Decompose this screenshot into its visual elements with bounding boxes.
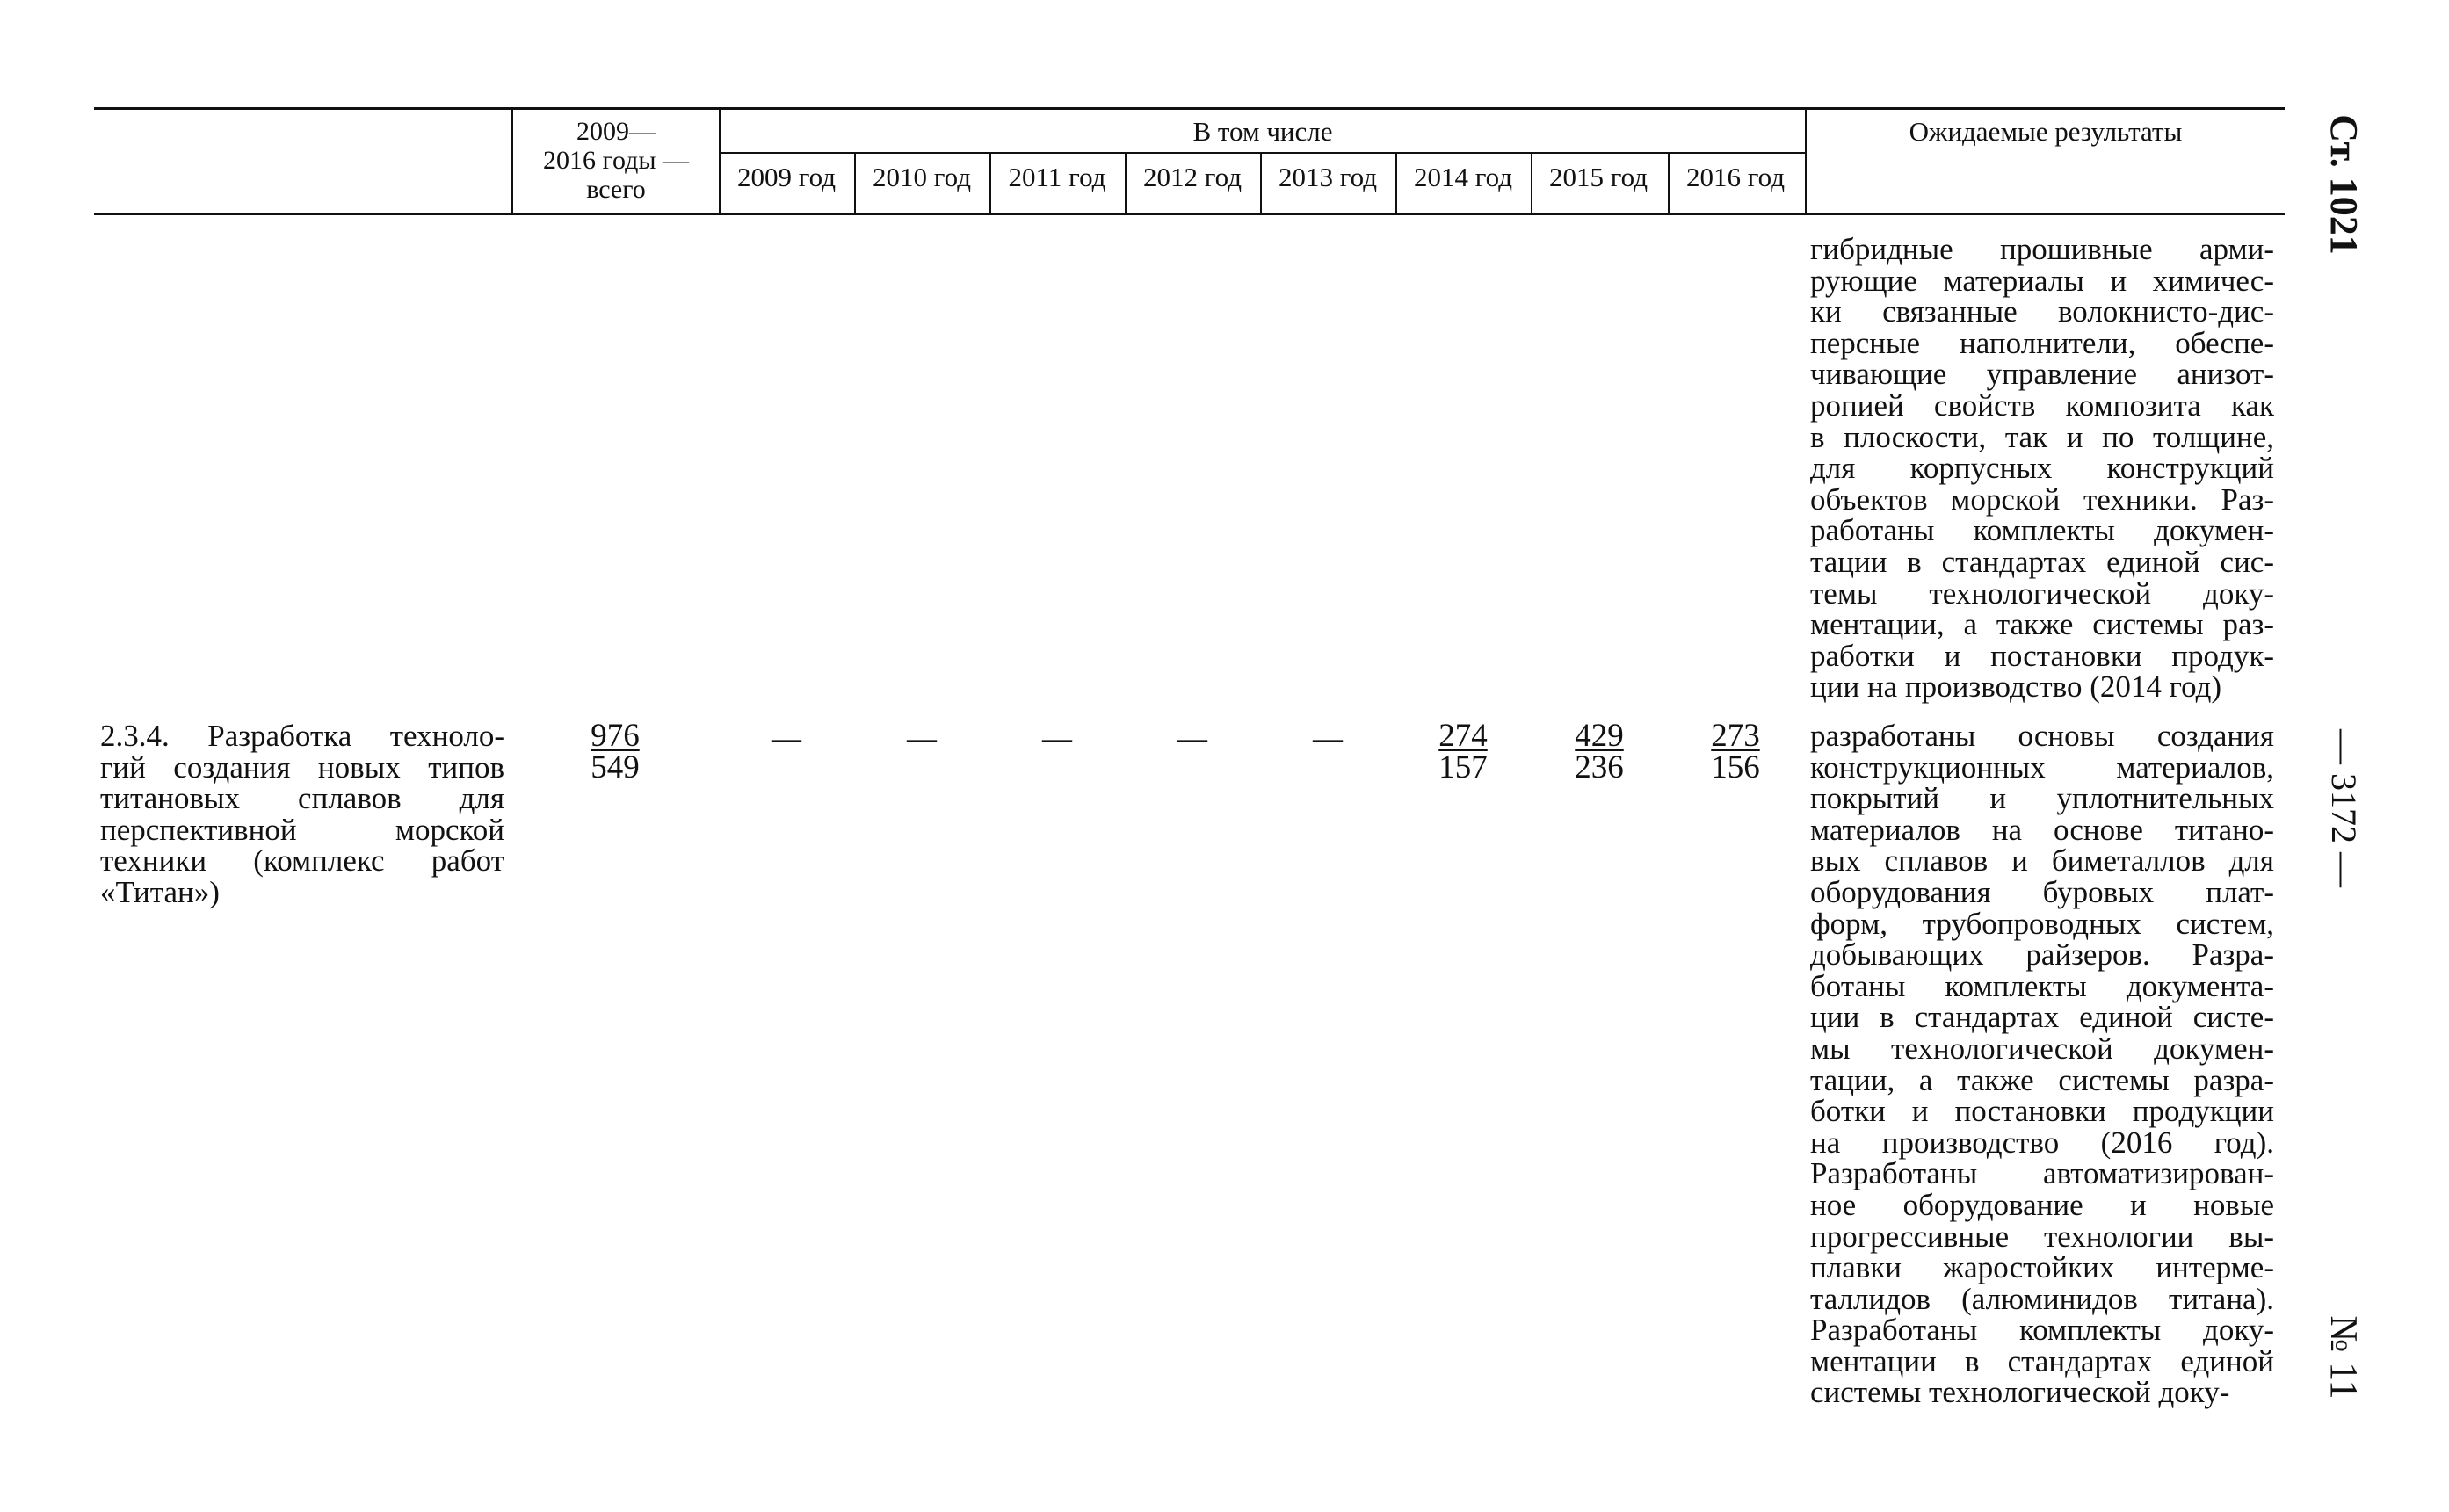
result-line: тации, а также системы разра- xyxy=(1810,1062,2274,1097)
result-line: на производство (2016 год). xyxy=(1810,1125,2274,1160)
header-year-2010: 2010 год xyxy=(872,162,972,192)
result-line: ки связанные волокнисто-дис- xyxy=(1810,294,2274,329)
row-label-line: «Титан») xyxy=(100,874,220,909)
value-2015-top: 429 xyxy=(1575,718,1624,754)
result-line: покрытий и уплотнительных xyxy=(1810,781,2274,816)
subheader-rule xyxy=(719,152,1807,154)
result-line: мы технологической докумен- xyxy=(1810,1031,2274,1066)
result-line: ции на производство (2014 год) xyxy=(1810,669,2222,705)
result-line: гибридные прошивные арми- xyxy=(1810,232,2274,266)
result-line: рующие материалы и химичес- xyxy=(1810,263,2274,298)
value-2011-dash: — xyxy=(1042,722,1072,755)
header-year-2015: 2015 год xyxy=(1548,162,1648,192)
page-number: — 3172 — xyxy=(2324,729,2364,887)
result-line: ботки и постановки продукции xyxy=(1810,1094,2274,1129)
row-label-line: титановых сплавов для xyxy=(100,781,504,816)
row-label-2-3-4 xyxy=(100,720,504,908)
result-line: Разработаны автоматизирован- xyxy=(1810,1156,2274,1191)
header-year-2009: 2009 год xyxy=(736,162,837,192)
header-total-label: 2009— 2016 годы — всего xyxy=(542,117,690,204)
result-line: таллидов (алюминидов титана). xyxy=(1810,1281,2274,1316)
value-2016 xyxy=(1687,720,1784,784)
result-line: в плоскости, так и по толщине, xyxy=(1810,419,2274,454)
result-line: персные наполнители, обеспе- xyxy=(1810,325,2274,360)
header-year-2013: 2013 год xyxy=(1278,162,1378,192)
result-line: Разработаны комплекты доку- xyxy=(1810,1313,2274,1348)
value-2010-dash: — xyxy=(907,722,937,755)
header-year-2014: 2014 год xyxy=(1413,162,1513,192)
table-header-bottom-rule xyxy=(94,213,2285,215)
result-line: разработаны основы создания xyxy=(1810,719,2274,753)
result-line: плавки жаростойких интерме- xyxy=(1810,1250,2274,1285)
row-label-line: 2.3.4. Разработка техноло- xyxy=(100,719,504,753)
result-line: конструкционных материалов, xyxy=(1810,749,2274,785)
value-2014-bottom: 157 xyxy=(1438,749,1488,785)
value-2015 xyxy=(1551,720,1648,784)
result-line: работки и постановки продук- xyxy=(1810,638,2274,673)
result-line: работаны комплекты докумен- xyxy=(1810,513,2274,548)
result-line: объектов морской техники. Раз- xyxy=(1810,481,2274,517)
value-2015-bottom: 236 xyxy=(1575,749,1624,785)
value-2016-top: 273 xyxy=(1711,718,1760,754)
value-2013-dash: — xyxy=(1313,722,1343,755)
value-2012-dash: — xyxy=(1177,722,1207,755)
result-line: вых сплавов и биметаллов для xyxy=(1810,843,2274,879)
result-line: оборудования буровых плат- xyxy=(1810,874,2274,909)
continuation-results-text xyxy=(1810,234,2274,703)
result-line: тации в стандартах единой сис- xyxy=(1810,544,2274,579)
result-line: ментации, а также системы раз- xyxy=(1810,607,2274,642)
header-year-2011: 2011 год xyxy=(1008,162,1106,192)
row-label-line: перспективной морской xyxy=(100,812,504,847)
value-2016-bottom: 156 xyxy=(1711,749,1760,785)
row-label-line: гий создания новых типов xyxy=(100,749,504,785)
result-line: ментации в стандартах единой xyxy=(1810,1343,2274,1378)
result-line: системы технологической доку- xyxy=(1810,1375,2230,1410)
header-year-2012: 2012 год xyxy=(1142,162,1243,192)
result-line: прогрессивные технологии вы- xyxy=(1810,1219,2274,1254)
value-2009-dash: — xyxy=(772,722,801,755)
result-line: темы технологической доку- xyxy=(1810,575,2274,611)
result-line: добывающих райзеров. Разра- xyxy=(1810,937,2274,973)
header-results-label: Ожидаемые результаты xyxy=(1909,116,2183,147)
result-line: ботаны комплекты документа- xyxy=(1810,968,2274,1003)
result-line: ции в стандартах единой систе- xyxy=(1810,1000,2274,1035)
result-line: ное оборудование и новые xyxy=(1810,1187,2274,1222)
result-line: для корпусных конструкций xyxy=(1810,451,2274,486)
row-total-value xyxy=(567,720,663,784)
result-line: чивающие управление анизот- xyxy=(1810,357,2274,392)
row-results-text xyxy=(1810,720,2274,1408)
value-2014 xyxy=(1415,720,1511,784)
article-number: Ст. 1021 xyxy=(2322,114,2366,255)
result-line: материалов на основе титано- xyxy=(1810,812,2274,847)
total-value-bottom: 549 xyxy=(591,749,640,785)
total-value-top: 976 xyxy=(591,718,640,754)
header-year-2016: 2016 год xyxy=(1685,162,1786,192)
result-line: ропией свойств композита как xyxy=(1810,387,2274,423)
issue-number: № 11 xyxy=(2322,1315,2366,1400)
table-top-rule xyxy=(94,107,2285,110)
result-line: форм, трубопроводных систем, xyxy=(1810,906,2274,941)
value-2014-top: 274 xyxy=(1438,718,1488,754)
row-label-line: техники (комплекс работ xyxy=(100,843,504,879)
header-including-label: В том числе xyxy=(1192,116,1333,147)
